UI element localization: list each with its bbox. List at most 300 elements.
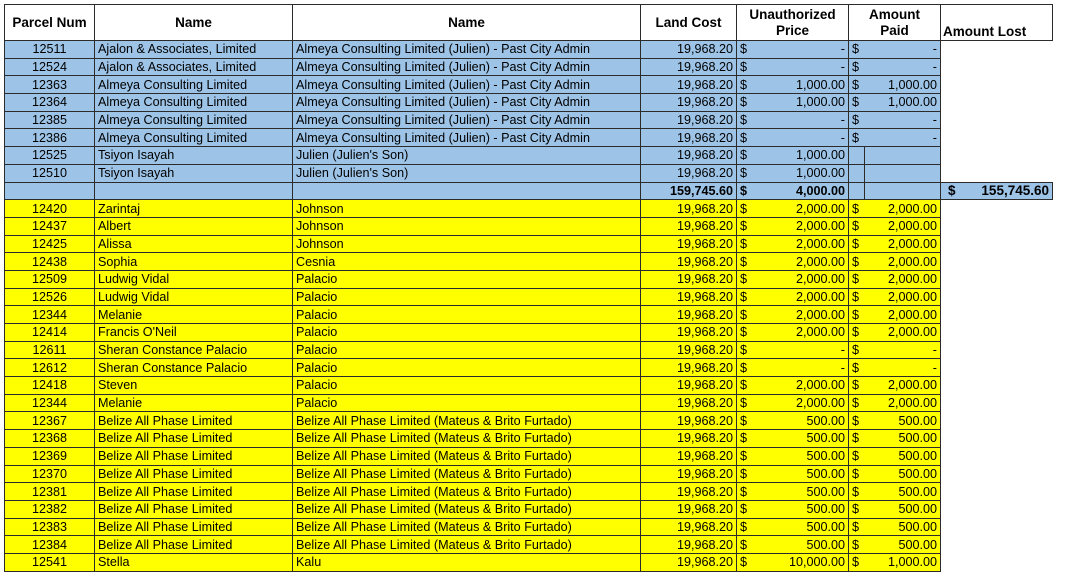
name-cell: Tsiyon Isayah	[95, 147, 293, 165]
name-cell: Belize All Phase Limited	[95, 447, 293, 465]
secondary-name-cell: Palacio	[293, 306, 641, 324]
empty-cell	[941, 377, 1053, 395]
parcel-num-cell: 12611	[5, 341, 95, 359]
table-row	[5, 483, 1053, 501]
empty-cell	[941, 164, 1053, 182]
table-row	[5, 129, 1053, 147]
currency-symbol: $	[737, 394, 757, 412]
amount-paid-cell: 2,000.00	[865, 200, 941, 218]
parcel-num-cell: 12526	[5, 288, 95, 306]
secondary-name-cell	[293, 182, 641, 200]
land-cost-cell: 19,968.20	[641, 359, 737, 377]
name-cell: Belize All Phase Limited	[95, 465, 293, 483]
currency-symbol: $	[737, 217, 757, 235]
empty-cell	[941, 94, 1053, 112]
secondary-name-cell: Belize All Phase Limited (Mateus & Brito Furtado)	[293, 536, 641, 554]
table-row	[5, 217, 1053, 235]
parcel-num-cell: 12382	[5, 500, 95, 518]
empty-cell	[941, 306, 1053, 324]
amount-paid-cell: 2,000.00	[865, 217, 941, 235]
name-cell: Belize All Phase Limited	[95, 500, 293, 518]
currency-symbol: $	[737, 164, 757, 182]
land-cost-cell: 19,968.20	[641, 394, 737, 412]
parcel-num-cell: 12525	[5, 147, 95, 165]
table-row	[5, 270, 1053, 288]
unauthorized-price-cell: 10,000.00	[757, 553, 849, 571]
amount-paid-cell: 2,000.00	[865, 377, 941, 395]
amount-paid-cell: -	[865, 58, 941, 76]
currency-symbol: $	[737, 447, 757, 465]
currency-symbol: $	[737, 500, 757, 518]
secondary-name-cell: Palacio	[293, 394, 641, 412]
secondary-name-cell: Cesnia	[293, 253, 641, 271]
currency-symbol: $	[737, 553, 757, 571]
name-cell: Melanie	[95, 306, 293, 324]
parcel-num-cell: 12509	[5, 270, 95, 288]
secondary-name-cell: Almeya Consulting Limited (Julien) - Past City Admin	[293, 58, 641, 76]
land-cost-cell: 19,968.20	[641, 377, 737, 395]
secondary-name-cell: Palacio	[293, 359, 641, 377]
unauthorized-price-cell: 500.00	[757, 518, 849, 536]
land-cost-cell: 19,968.20	[641, 483, 737, 501]
land-cost-cell: 19,968.20	[641, 447, 737, 465]
land-cost-cell: 19,968.20	[641, 253, 737, 271]
amount-paid-cell: 1,000.00	[865, 76, 941, 94]
table-row	[5, 235, 1053, 253]
unauthorized-price-cell: 1,000.00	[757, 164, 849, 182]
empty-cell	[941, 253, 1053, 271]
unauthorized-price-cell: 500.00	[757, 465, 849, 483]
unauthorized-price-cell: 2,000.00	[757, 235, 849, 253]
currency-symbol: $	[737, 377, 757, 395]
empty-cell	[941, 147, 1053, 165]
total-row	[5, 182, 1053, 200]
amount-paid-cell: -	[865, 359, 941, 377]
empty-cell	[941, 430, 1053, 448]
parcel-num-cell: 12369	[5, 447, 95, 465]
unauthorized-price-cell: 500.00	[757, 412, 849, 430]
land-cost-cell: 19,968.20	[641, 235, 737, 253]
empty-cell	[941, 76, 1053, 94]
empty-cell	[941, 58, 1053, 76]
empty-cell	[941, 235, 1053, 253]
land-cost-cell: 19,968.20	[641, 111, 737, 129]
amount-paid-cell: 500.00	[865, 518, 941, 536]
currency-symbol: $	[849, 483, 865, 501]
currency-symbol: $	[849, 270, 865, 288]
amount-paid-cell: 500.00	[865, 483, 941, 501]
currency-symbol: $	[849, 288, 865, 306]
currency-symbol: $	[849, 553, 865, 571]
parcel-num-cell: 12386	[5, 129, 95, 147]
empty-cell	[941, 447, 1053, 465]
name-cell: Sheran Constance Palacio	[95, 359, 293, 377]
table-row	[5, 324, 1053, 342]
table-row	[5, 147, 1053, 165]
parcel-num-cell: 12344	[5, 306, 95, 324]
unauthorized-price-cell: -	[757, 359, 849, 377]
parcel-num-cell: 12384	[5, 536, 95, 554]
table-row	[5, 41, 1053, 59]
secondary-name-cell: Julien (Julien's Son)	[293, 147, 641, 165]
table-row	[5, 412, 1053, 430]
name-cell: Sophia	[95, 253, 293, 271]
land-cost-cell: 159,745.60	[641, 182, 737, 200]
secondary-name-cell: Kalu	[293, 553, 641, 571]
unauthorized-price-cell: -	[757, 111, 849, 129]
currency-symbol: $	[737, 430, 757, 448]
land-cost-cell: 19,968.20	[641, 270, 737, 288]
currency-symbol: $	[737, 483, 757, 501]
header-parcel-num: Parcel Num	[5, 5, 95, 41]
name-cell	[95, 182, 293, 200]
unauthorized-price-cell: 1,000.00	[757, 76, 849, 94]
currency-symbol: $	[737, 129, 757, 147]
currency-symbol: $	[849, 359, 865, 377]
unauthorized-price-cell: 500.00	[757, 483, 849, 501]
currency-symbol: $	[849, 324, 865, 342]
amount-paid-cell: 2,000.00	[865, 394, 941, 412]
parcel-num-cell: 12425	[5, 235, 95, 253]
table-row	[5, 518, 1053, 536]
unauthorized-price-cell: 2,000.00	[757, 288, 849, 306]
empty-cell	[941, 465, 1053, 483]
currency-symbol: $	[737, 324, 757, 342]
currency-symbol: $	[737, 182, 757, 200]
currency-symbol: $	[849, 518, 865, 536]
table-row	[5, 111, 1053, 129]
unauthorized-price-cell: -	[757, 58, 849, 76]
land-cost-cell: 19,968.20	[641, 129, 737, 147]
name-cell: Ludwig Vidal	[95, 270, 293, 288]
parcel-num-cell: 12541	[5, 553, 95, 571]
parcel-num-cell: 12510	[5, 164, 95, 182]
currency-symbol: $	[737, 359, 757, 377]
land-cost-cell: 19,968.20	[641, 465, 737, 483]
header-name-secondary: Name	[293, 5, 641, 41]
land-cost-cell: 19,968.20	[641, 430, 737, 448]
parcel-num-cell: 12344	[5, 394, 95, 412]
name-cell: Almeya Consulting Limited	[95, 111, 293, 129]
name-cell: Ajalon & Associates, Limited	[95, 41, 293, 59]
secondary-name-cell: Belize All Phase Limited (Mateus & Brito Furtado)	[293, 430, 641, 448]
amount-paid-cell: -	[865, 129, 941, 147]
currency-symbol: $	[737, 412, 757, 430]
parcel-num-cell: 12438	[5, 253, 95, 271]
amount-lost-cell	[941, 182, 1053, 200]
parcel-num-cell: 12383	[5, 518, 95, 536]
empty-paid-cell	[849, 182, 865, 200]
parcel-num-cell	[5, 182, 95, 200]
table-row	[5, 94, 1053, 112]
currency-symbol: $	[849, 41, 865, 59]
empty-cell	[941, 270, 1053, 288]
table-row	[5, 500, 1053, 518]
empty-cell	[941, 394, 1053, 412]
empty-paid-cell	[865, 182, 941, 200]
currency-symbol: $	[737, 253, 757, 271]
table-row	[5, 164, 1053, 182]
currency-symbol: $	[849, 430, 865, 448]
name-cell: Belize All Phase Limited	[95, 536, 293, 554]
secondary-name-cell: Palacio	[293, 377, 641, 395]
land-cost-cell: 19,968.20	[641, 324, 737, 342]
currency-symbol: $	[737, 147, 757, 165]
table-row	[5, 76, 1053, 94]
empty-cell	[941, 200, 1053, 218]
land-cost-cell: 19,968.20	[641, 217, 737, 235]
table-row	[5, 430, 1053, 448]
header-land-cost: Land Cost	[641, 5, 737, 41]
parcel-num-cell: 12385	[5, 111, 95, 129]
secondary-name-cell: Almeya Consulting Limited (Julien) - Past City Admin	[293, 76, 641, 94]
land-cost-cell: 19,968.20	[641, 553, 737, 571]
currency-symbol: $	[849, 394, 865, 412]
unauthorized-price-cell: 2,000.00	[757, 324, 849, 342]
currency-symbol: $	[737, 111, 757, 129]
unauthorized-price-cell: 2,000.00	[757, 253, 849, 271]
parcel-num-cell: 12414	[5, 324, 95, 342]
secondary-name-cell: Almeya Consulting Limited (Julien) - Past City Admin	[293, 94, 641, 112]
amount-paid-cell: 2,000.00	[865, 235, 941, 253]
header-name: Name	[95, 5, 293, 41]
name-cell: Albert	[95, 217, 293, 235]
currency-symbol: $	[849, 200, 865, 218]
name-cell: Almeya Consulting Limited	[95, 94, 293, 112]
unauthorized-price-cell: -	[757, 341, 849, 359]
parcel-num-cell: 12524	[5, 58, 95, 76]
secondary-name-cell: Belize All Phase Limited (Mateus & Brito Furtado)	[293, 483, 641, 501]
secondary-name-cell: Almeya Consulting Limited (Julien) - Past City Admin	[293, 129, 641, 147]
secondary-name-cell: Palacio	[293, 288, 641, 306]
name-cell: Almeya Consulting Limited	[95, 129, 293, 147]
empty-cell	[941, 217, 1053, 235]
empty-paid-cell	[849, 164, 865, 182]
currency-symbol: $	[849, 58, 865, 76]
unauthorized-price-cell: 4,000.00	[757, 182, 849, 200]
table-row	[5, 288, 1053, 306]
parcel-num-cell: 12381	[5, 483, 95, 501]
secondary-name-cell: Palacio	[293, 341, 641, 359]
empty-cell	[941, 41, 1053, 59]
currency-symbol: $	[737, 465, 757, 483]
table-row	[5, 359, 1053, 377]
secondary-name-cell: Johnson	[293, 217, 641, 235]
empty-cell	[941, 359, 1053, 377]
secondary-name-cell: Almeya Consulting Limited (Julien) - Past City Admin	[293, 111, 641, 129]
currency-symbol: $	[849, 377, 865, 395]
parcel-num-cell: 12612	[5, 359, 95, 377]
header-unauthorized-price: Unauthorized Price	[737, 5, 849, 41]
land-cost-cell: 19,968.20	[641, 306, 737, 324]
parcel-spreadsheet	[4, 4, 1053, 572]
unauthorized-price-cell: 500.00	[757, 430, 849, 448]
currency-symbol: $	[737, 270, 757, 288]
amount-paid-cell: 500.00	[865, 536, 941, 554]
unauthorized-price-cell: 2,000.00	[757, 306, 849, 324]
empty-cell	[941, 412, 1053, 430]
unauthorized-price-cell: 2,000.00	[757, 377, 849, 395]
secondary-name-cell: Johnson	[293, 235, 641, 253]
name-cell: Tsiyon Isayah	[95, 164, 293, 182]
unauthorized-price-cell: 500.00	[757, 447, 849, 465]
secondary-name-cell: Palacio	[293, 324, 641, 342]
secondary-name-cell: Belize All Phase Limited (Mateus & Brito Furtado)	[293, 500, 641, 518]
amount-paid-cell: 500.00	[865, 465, 941, 483]
currency-symbol: $	[737, 94, 757, 112]
amount-paid-cell: 2,000.00	[865, 270, 941, 288]
currency-symbol: $	[849, 465, 865, 483]
secondary-name-cell: Johnson	[293, 200, 641, 218]
amount-paid-cell: 1,000.00	[865, 553, 941, 571]
amount-paid-cell: -	[865, 341, 941, 359]
currency-symbol: $	[849, 306, 865, 324]
currency-symbol: $	[849, 76, 865, 94]
land-cost-cell: 19,968.20	[641, 288, 737, 306]
land-cost-cell: 19,968.20	[641, 412, 737, 430]
secondary-name-cell: Belize All Phase Limited (Mateus & Brito Furtado)	[293, 412, 641, 430]
name-cell: Ajalon & Associates, Limited	[95, 58, 293, 76]
empty-paid-cell	[849, 147, 865, 165]
name-cell: Francis O'Neil	[95, 324, 293, 342]
currency-symbol: $	[737, 536, 757, 554]
empty-cell	[941, 518, 1053, 536]
currency-symbol: $	[849, 341, 865, 359]
amount-paid-cell: 2,000.00	[865, 306, 941, 324]
table-row	[5, 377, 1053, 395]
currency-symbol: $	[948, 182, 956, 198]
currency-symbol: $	[737, 58, 757, 76]
currency-symbol: $	[849, 235, 865, 253]
amount-paid-cell: 500.00	[865, 430, 941, 448]
secondary-name-cell: Palacio	[293, 270, 641, 288]
amount-lost-value: 155,745.60	[981, 182, 1049, 198]
amount-paid-cell: -	[865, 41, 941, 59]
name-cell: Ludwig Vidal	[95, 288, 293, 306]
land-cost-cell: 19,968.20	[641, 500, 737, 518]
empty-cell	[941, 483, 1053, 501]
unauthorized-price-cell: 500.00	[757, 500, 849, 518]
amount-paid-cell: 500.00	[865, 500, 941, 518]
empty-cell	[941, 129, 1053, 147]
currency-symbol: $	[849, 111, 865, 129]
parcel-num-cell: 12418	[5, 377, 95, 395]
table-row	[5, 447, 1053, 465]
amount-paid-cell: 500.00	[865, 412, 941, 430]
unauthorized-price-cell: 2,000.00	[757, 217, 849, 235]
land-cost-cell: 19,968.20	[641, 147, 737, 165]
parcel-num-cell: 12437	[5, 217, 95, 235]
empty-paid-cell	[865, 164, 941, 182]
table-row	[5, 465, 1053, 483]
parcel-num-cell: 12363	[5, 76, 95, 94]
currency-symbol: $	[737, 41, 757, 59]
secondary-name-cell: Belize All Phase Limited (Mateus & Brito Furtado)	[293, 447, 641, 465]
amount-paid-cell: 2,000.00	[865, 253, 941, 271]
parcel-num-cell: 12364	[5, 94, 95, 112]
empty-cell	[941, 341, 1053, 359]
table-row	[5, 536, 1053, 554]
secondary-name-cell: Belize All Phase Limited (Mateus & Brito Furtado)	[293, 465, 641, 483]
land-cost-cell: 19,968.20	[641, 200, 737, 218]
name-cell: Stella	[95, 553, 293, 571]
parcel-num-cell: 12367	[5, 412, 95, 430]
empty-cell	[941, 553, 1053, 571]
land-cost-cell: 19,968.20	[641, 164, 737, 182]
currency-symbol: $	[737, 235, 757, 253]
currency-symbol: $	[849, 94, 865, 112]
land-cost-cell: 19,968.20	[641, 76, 737, 94]
name-cell: Zarintaj	[95, 200, 293, 218]
unauthorized-price-cell: -	[757, 41, 849, 59]
currency-symbol: $	[737, 76, 757, 94]
empty-cell	[941, 288, 1053, 306]
name-cell: Melanie	[95, 394, 293, 412]
secondary-name-cell: Almeya Consulting Limited (Julien) - Past City Admin	[293, 41, 641, 59]
empty-cell	[941, 536, 1053, 554]
table-row	[5, 58, 1053, 76]
land-cost-cell: 19,968.20	[641, 58, 737, 76]
currency-symbol: $	[849, 253, 865, 271]
currency-symbol: $	[849, 536, 865, 554]
amount-paid-cell: 500.00	[865, 447, 941, 465]
amount-paid-cell: -	[865, 111, 941, 129]
parcel-num-cell: 12368	[5, 430, 95, 448]
unauthorized-price-cell: -	[757, 129, 849, 147]
unauthorized-price-cell: 2,000.00	[757, 394, 849, 412]
table-row	[5, 394, 1053, 412]
header-amount-paid: Amount Paid	[849, 5, 941, 41]
parcel-num-cell: 12420	[5, 200, 95, 218]
unauthorized-price-cell: 2,000.00	[757, 200, 849, 218]
name-cell: Belize All Phase Limited	[95, 430, 293, 448]
name-cell: Sheran Constance Palacio	[95, 341, 293, 359]
currency-symbol: $	[737, 341, 757, 359]
secondary-name-cell: Julien (Julien's Son)	[293, 164, 641, 182]
amount-paid-cell: 2,000.00	[865, 288, 941, 306]
unauthorized-price-cell: 500.00	[757, 536, 849, 554]
currency-symbol: $	[737, 288, 757, 306]
header-amount-lost: Amount Lost	[941, 5, 1053, 41]
currency-symbol: $	[737, 306, 757, 324]
empty-paid-cell	[865, 147, 941, 165]
amount-paid-cell: 1,000.00	[865, 94, 941, 112]
table-row	[5, 200, 1053, 218]
unauthorized-price-cell: 2,000.00	[757, 270, 849, 288]
unauthorized-price-cell: 1,000.00	[757, 147, 849, 165]
secondary-name-cell: Belize All Phase Limited (Mateus & Brito Furtado)	[293, 518, 641, 536]
table-row	[5, 306, 1053, 324]
name-cell: Belize All Phase Limited	[95, 483, 293, 501]
currency-symbol: $	[849, 129, 865, 147]
name-cell: Almeya Consulting Limited	[95, 76, 293, 94]
parcel-num-cell: 12511	[5, 41, 95, 59]
unauthorized-price-cell: 1,000.00	[757, 94, 849, 112]
table-row	[5, 253, 1053, 271]
currency-symbol: $	[849, 447, 865, 465]
land-cost-cell: 19,968.20	[641, 518, 737, 536]
land-cost-cell: 19,968.20	[641, 341, 737, 359]
currency-symbol: $	[849, 500, 865, 518]
empty-cell	[941, 111, 1053, 129]
land-cost-cell: 19,968.20	[641, 536, 737, 554]
land-cost-cell: 19,968.20	[641, 94, 737, 112]
currency-symbol: $	[737, 518, 757, 536]
empty-cell	[941, 500, 1053, 518]
name-cell: Belize All Phase Limited	[95, 518, 293, 536]
name-cell: Belize All Phase Limited	[95, 412, 293, 430]
parcel-num-cell: 12370	[5, 465, 95, 483]
